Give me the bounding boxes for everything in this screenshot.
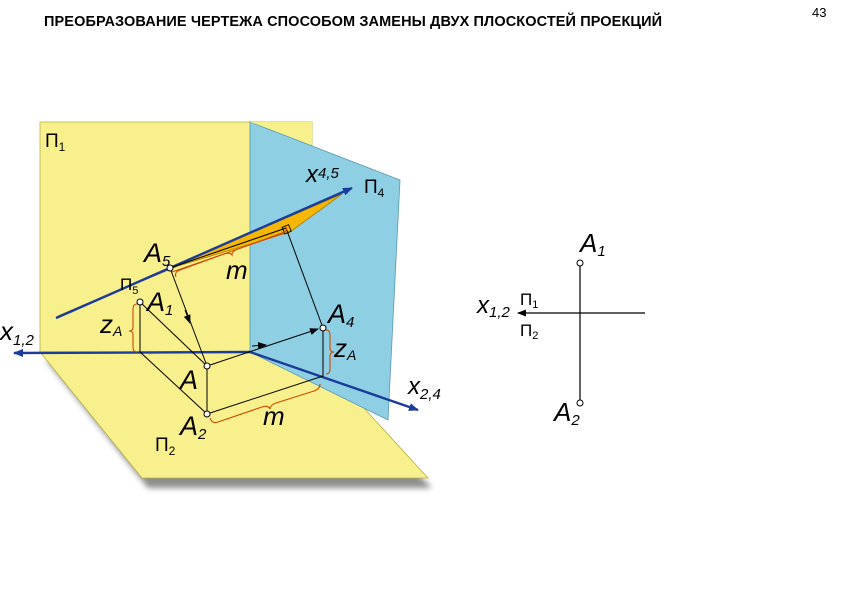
label-A1: A1 (147, 287, 174, 319)
point-A1 (137, 299, 143, 305)
label-axis-x12: x1,2 (0, 316, 34, 349)
epure-diagram (476, 228, 645, 429)
label-p4: $П_4$ (364, 177, 385, 200)
epure-label-A1: A1 (580, 228, 606, 260)
epure-point-A1 (577, 260, 583, 266)
label-axis-x24: $x_{2,4}$ (408, 373, 441, 403)
epure-point-A2 (577, 400, 583, 406)
point-A2 (204, 411, 210, 417)
label-zA-right: zA (334, 333, 357, 363)
label-axis-x45: x4,5 (306, 161, 339, 188)
label-A2: A2 (180, 411, 207, 443)
label-zA-left: zA (100, 309, 123, 339)
label-m-bottom: m (263, 401, 285, 431)
label-m-top: m (226, 255, 248, 285)
label-p1: $П_1$ (45, 131, 66, 154)
epure-label-p1: П1 (520, 290, 539, 311)
label-A4: A4 (328, 299, 355, 331)
label-A: A (180, 365, 199, 395)
page-number: 43 (812, 5, 827, 20)
axis-x12-line (14, 352, 250, 353)
label-p5: $П_5$ (120, 275, 139, 297)
label-A5: A5 (144, 238, 171, 270)
label-p2: $П_2$ (155, 435, 176, 458)
point-A (204, 363, 210, 369)
epure-label-p2: П2 (520, 321, 539, 342)
point-A4 (320, 325, 326, 331)
epure-label-A2: A2 (554, 397, 580, 429)
epure-label-x12: x1,2 (477, 292, 510, 321)
page-title: ПРЕОБРАЗОВАНИЕ ЧЕРТЕЖА СПОСОБОМ ЗАМЕНЫ ДВУХ ПЛОСКОСТЕЙ ПРОЕКЦИЙ (44, 14, 663, 30)
